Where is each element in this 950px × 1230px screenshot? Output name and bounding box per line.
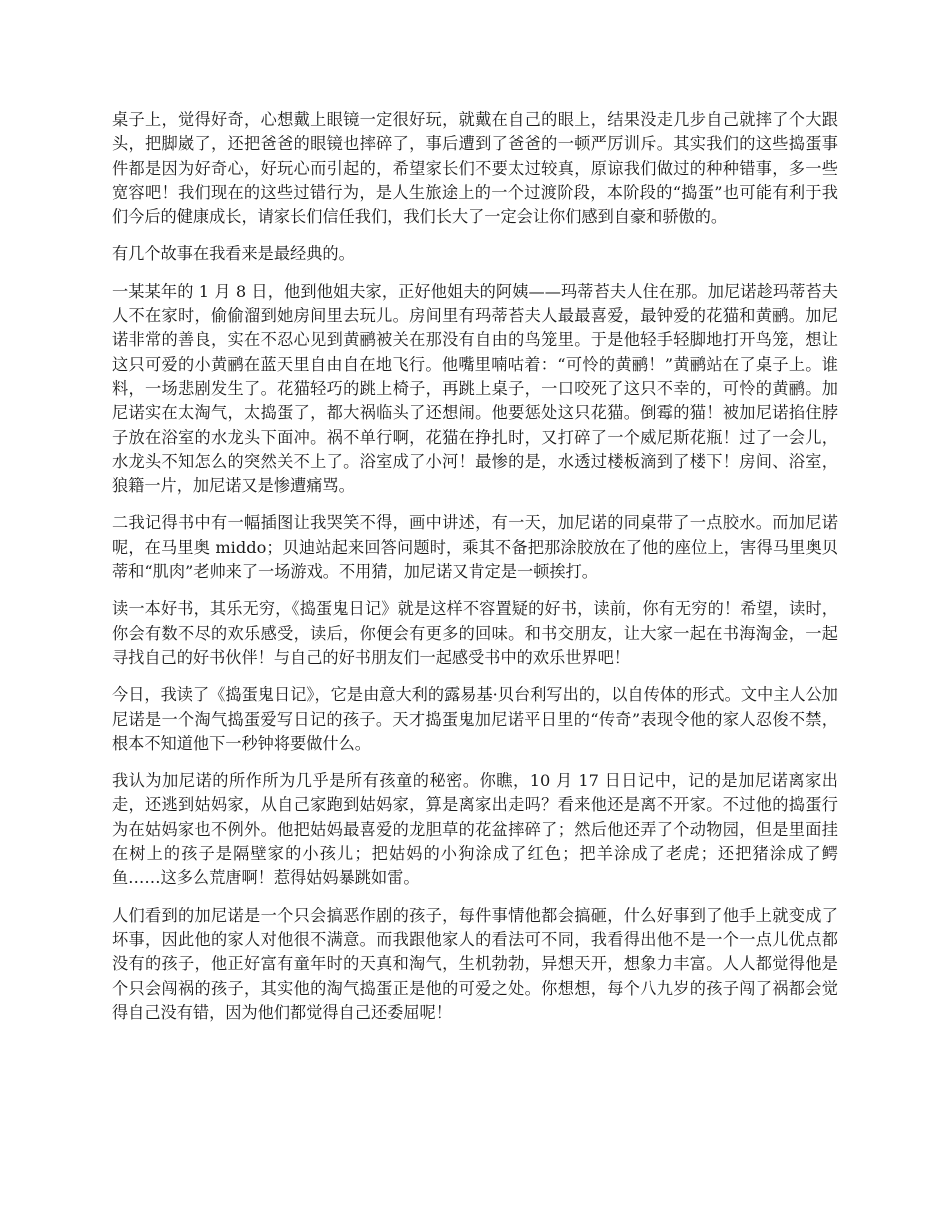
paragraph-2: 有几个故事在我看来是最经典的。 — [112, 244, 355, 264]
paragraph-3: 一某某年的 1 月 8 日，他到他姐夫家，正好他姐夫的阿姨——玛蒂苔夫人住在那。加尼诺趁玛蒂苔夫人不在家时，偷偷溜到她房间里去玩儿。房间里有玛蒂苔夫人最最喜爱，最钟爱的花猫和黄鹂。加尼诺非常的善良，实在不忍心见到黄鹂被关在那没有自由的鸟笼里。于是他轻手轻脚地打开鸟笼，想让这只可爱的小黄鹂在蓝天里自由自在地飞行。他嘴里喃咕着：“可怜的黄鹂！”黄鹂站在了桌子上。谁料，一场悲剧发生了。花猫轻巧的跳上椅子，再跳上桌子，一口咬死了这只不幸的，可怜的黄鹂。加尼诺实在太淘气，太捣蛋了，都大祸临头了还想闹。他要惩处这只花猫。倒霉的猫！被加尼诺掐住脖子放在浴室的水龙头下面冲。祸不单行啊，花猫在挣扎时，又打碎了一个威尼斯花瓶！过了一会儿，水龙头不知怎么的突然关不上了。浴室成了小河！最惨的是，水透过楼板滴到了楼下！房间、浴室，狼籍一片，加尼诺又是惨遭痛骂。 — [112, 281, 838, 496]
paragraph-7: 我认为加尼诺的所作所为几乎是所有孩童的秘密。你瞧，10 月 17 日日记中，记的是加尼诺离家出走，还逃到姑妈家，从自己家跑到姑妈家，算是离家出走吗？看来他还是离不开家。不过他的捣蛋行为在姑妈家也不例外。他把姑妈最喜爱的龙胆草的花盆摔碎了；然后他还弄了个动物园，但是里面挂在树上的孩子是隔壁家的小孩儿；把姑妈的小狗涂成了红色；把羊涂成了老虎；还把猪涂成了鳄鱼……这多么荒唐啊！惹得姑妈暴跳如雷。 — [112, 771, 838, 888]
document-body — [112, 108, 838, 1038]
paragraph-4: 二我记得书中有一幅插图让我哭笑不得，画中讲述，有一天，加尼诺的同桌带了一点胶水。而加尼诺呢，在马里奥 middo；贝迪站起来回答问题时，乘其不备把那涂胶放在了他的座位上，害得马里奥贝蒂和“肌肉”老帅来了一场游戏。不用猜，加尼诺又肯定是一顿挨打。 — [112, 513, 838, 582]
paragraph-5: 读一本好书，其乐无穷，《捣蛋鬼日记》就是这样不容置疑的好书，读前，你有无穷的！希望，读时，你会有数不尽的欢乐感受，读后，你便会有更多的回味。和书交朋友，让大家一起在书海淘金，一起寻找自己的好书伙伴！与自己的好书朋友们一起感受书中的欢乐世界吧！ — [112, 599, 838, 667]
paragraph-1: 桌子上，觉得好奇，心想戴上眼镜一定很好玩，就戴在自己的眼上，结果没走几步自己就摔了个大跟头，把脚崴了，还把爸爸的眼镜也摔碎了，事后遭到了爸爸的一顿严厉训斥。其实我们的这些捣蛋事件都是因为好奇心，好玩心而引起的，希望家长们不要太过较真，原谅我们做过的种种错事，多一些宽容吧！我们现在的这些过错行为，是人生旅途上的一个过渡阶段，本阶段的“捣蛋”也可能有利于我们今后的健康成长，请家长们信任我们，我们长大了一定会让你们感到自豪和骄傲的。 — [112, 110, 838, 227]
paragraph-8: 人们看到的加尼诺是一个只会搞恶作剧的孩子，每件事情他都会搞砸，什么好事到了他手上就变成了坏事，因此他的家人对他很不满意。而我跟他家人的看法可不同，我看得出他不是一个一点儿优点都没有的孩子，他正好富有童年时的天真和淘气，生机勃勃，异想天开，想象力丰富。人人都觉得他是个只会闯祸的孩子，其实他的淘气捣蛋正是他的可爱之处。你想想，每个八九岁的孩子闯了祸都会觉得自己没有错，因为他们都觉得自己还委屈呢！ — [112, 905, 838, 1022]
paragraph-6: 今日，我读了《捣蛋鬼日记》，它是由意大利的露易基·贝台利写出的，以自传体的形式。文中主人公加尼诺是一个淘气捣蛋爱写日记的孩子。天才捣蛋鬼加尼诺平日里的“传奇”表现令他的家人忍俊不禁，根本不知道他下一秒钟将要做什么。 — [112, 685, 838, 753]
